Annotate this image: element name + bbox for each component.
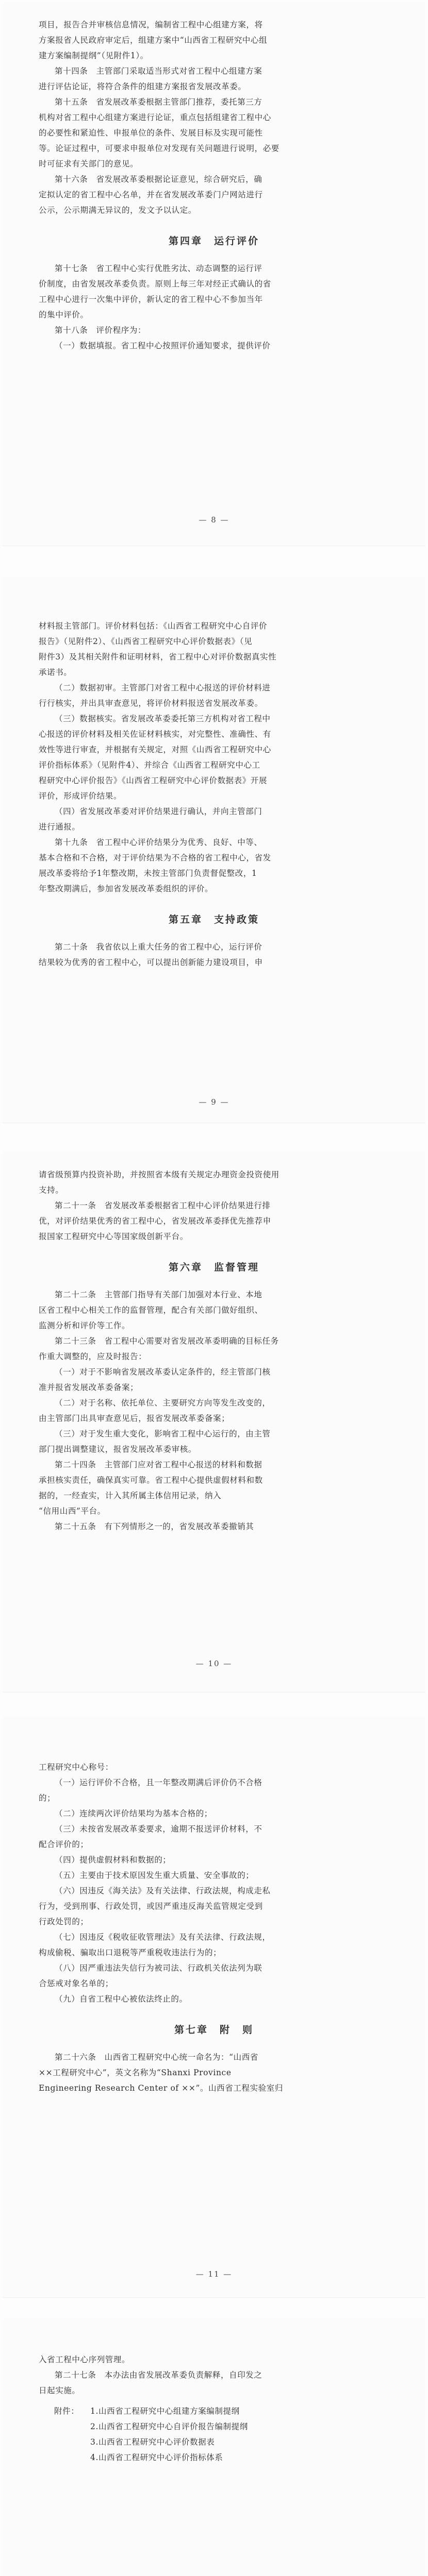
text-line: （二）对于名称、依托单位、主要研究方向等发生改变的， [55,1398,271,1408]
text-line: 工程中心进行一次集中评价，新认定的省工程中心不参加当年 [39,295,263,304]
text-line: （七）因违反《税收征收管理法》及有关法律、行政法规， [55,1933,271,1942]
text-line: 程研究中心评价报告》《山西省工程研究中心评价数据表》开展 [39,776,268,785]
text-line: （六）因违反《海关法》及有关法律、行政法规，构成走私 [55,1886,271,1895]
text-line: 请省级预算内投资补助，并按照省本级有关规定办理资金投资使用 [39,1170,279,1179]
text-line: 据的，一经查实，计入其所属主体信用记录，纳入 [39,1491,222,1500]
page-8-body [39,17,389,218]
text-line: 配合评价的； [39,1840,89,1849]
text-line: （三）数据核实。省发展改革委委托第三方机构对省工程中 [55,714,271,723]
text-line: 效性等进行审查，并根据有关规定，对照《山西省工程研究中心 [39,745,271,754]
text-line: 建方案编制提纲”（见附件1）。 [39,51,149,60]
text-line: 第二十三条 省工程中心需要对省发展改革委明确的目标任务 [55,1336,279,1346]
attachment-item [39,2419,389,2434]
text-line: 定拟认定的省工程中心名单，并在省发展改革委门户网站进行 [39,190,263,199]
attachment-item [39,2434,389,2450]
text-line: 第十四条 主管部门采取适当形式对省工程中心组建方案 [55,66,262,76]
attachment-item [39,2450,389,2465]
text-line: 进行评估论证，将符合条件的组建方案报省发展改革委。 [39,82,246,91]
chapter-heading-4: 第四章 运行评价 [168,235,259,247]
text-line: 等。论证过程中，可要求申报单位对发现有关问题进行说明，必要 [39,144,279,153]
text-line: 第二十五条 有下列情形之一的，省发展改革委撤销其 [55,1522,254,1531]
text-line: ××工程研究中心”，英文名称为“Shanxi Province [39,2068,232,2077]
text-line: 日起实施。 [39,2386,80,2395]
text-line: 行行核实，并出具审查意见，将评价材料报送省发展改革委。 [39,699,263,708]
text-line: （三）未按省发展改革委要求，逾期不报送评价材料，不 [55,1824,262,1834]
text-line: （五）主要由于技术原因发生重大质量、安全事故的； [55,1871,254,1880]
attachments-list [39,2403,389,2465]
text-line: 承担核实责任，确保真实可靠。省工程中心提供虚假材料和数 [39,1476,263,1485]
text-line: （一）数据填报。省工程中心按照评价通知要求，提供评价 [55,341,271,350]
text-line: 优，对评价结果优秀的省工程中心，省发展改革委择优先推荐申 [39,1216,271,1226]
text-line: 机构对省工程中心组建方案进行论证，重点包括组建省工程中心 [39,113,271,122]
text-line: （一）运行评价不合格，且一年整改期满后评价仍不合格 [55,1778,262,1787]
text-line: （一）对于不影响省发展改革委认定条件的，经主管部门核 [55,1367,271,1377]
text-line: 第二十条 我省依以上重大任务的省工程中心，运行评价 [55,942,262,952]
page-number: — 9 — [199,1097,229,1107]
text-line: “信用山西”平台。 [39,1506,106,1516]
text-line: 展改革委将给予1年整改期，未按主管部门负责督促整改，1 [39,869,257,878]
text-line: 工程研究中心称号： [39,1762,113,1772]
text-line: 结果较为优秀的省工程中心，可以提出创新能力建设项目，申 [39,958,263,967]
text-line: Engineering Research Center of ××”。山西省工程实验室归 [39,2083,283,2093]
text-line: （三）对于发生重大变化，影响省工程中心运行的，由主管 [55,1429,271,1438]
page-11-body [39,1759,389,2007]
text-line: （二）连续两次评价结果均为基本合格的； [55,1809,212,1818]
document-page-8 [3,3,425,546]
page-9-body-2 [39,939,389,970]
text-line: 区省工程中心相关工作的监督管理，配合有关部门做好组织、 [39,1306,263,1315]
text-line: 构成偷税、骗取出口退税等严重税收违法行为的； [39,1948,222,1957]
text-line: 公示，公示期满无异议的，发文予以认定。 [39,206,196,215]
text-line: 的必要性和紧迫性、申报单位的条件、发展目标及实现可能性 [39,128,263,138]
text-line: 第二十七条 本办法由省发展改革委负责解释，自印发之 [55,2370,262,2380]
text-line: 第十七条 省工程中心实行优胜劣汰、动态调整的运行评 [55,264,262,273]
text-line: 第十九条 省工程中心评价结果分为优秀、良好、中等、 [55,838,262,847]
text-line: 年整改期满后，参加省发展改革委组织的评价。 [39,884,213,893]
attachment-title: 4.山西省工程研究中心评价指标体系 [90,2453,223,2462]
text-line: 项目，报告合并审核信息情况，编制省工程中心组建方案，将 [39,20,263,29]
text-line: 第十六条 省发展改革委根据论证意见，综合研究后，确 [55,175,262,184]
text-line: 部门提出调整建议，报省发展改革委审核。 [39,1445,196,1454]
text-line: 承诺书。 [39,668,72,677]
text-line: 材料报主管部门。评价材料包括：《山西省工程研究中心自评价 [39,621,268,631]
text-line: 附件3）及其相关附件和证明材料，省工程中心对评价数据真实性 [39,652,277,662]
text-line: 第二十六条 山西省工程研究中心统一命名为：“山西省 [55,2053,258,2062]
text-line: 方案报省人民政府审定后，组建方案中“山西省工程研究中心组 [39,36,268,45]
text-line: （四）提供虚假材料和数据的； [55,1855,171,1865]
page-number: — 11 — [195,2269,233,2279]
page-number: — 10 — [195,1659,233,1668]
text-line: 报国家工程研究中心等国家级创新平台。 [39,1232,188,1241]
text-line: 第二十二条 主管部门指导有关部门加强对本行业、本地 [55,1290,262,1299]
text-line: 基本合格和不合格，对于评价结果为不合格的省工程中心，省发 [39,853,271,862]
text-line: （八）因严重违法失信行为被司法、行政机关依法列为联 [55,1963,262,1973]
text-line: 支持。 [39,1185,64,1195]
text-line: 行为，受到刑事、行政处罚，或因严重违反海关监管规定受到 [39,1902,263,1911]
text-line: 报告》（见附件2）、《山西省工程研究中心评价数据表》（见 [39,637,253,646]
text-line: 合惩戒对象名单的； [39,1979,113,1988]
text-line: 准并报省发展改革委备案； [39,1383,139,1392]
text-line: 评价指标体系》（见附件4）、并综合《山西省工程研究中心工 [39,760,260,770]
page-9-body [39,618,389,896]
document-page-12 [3,2318,425,2576]
text-line: 价制度，由省发展改革委负责。原则上每三年对经正式确认的省 [39,279,271,289]
text-line: 的； [39,1793,56,1803]
text-line: 评价，形成评价结果。 [39,791,122,801]
document-page-10 [3,1151,425,1692]
text-line: 第二十四条 主管部门应对省工程中心报送的材料和数据 [55,1460,262,1469]
attachment-item [39,2403,389,2419]
attachment-title: 3.山西省工程研究中心评价数据表 [90,2437,215,2447]
attachment-title: 1.山西省工程研究中心组建方案编制提纲 [90,2406,240,2416]
text-line: 第十五条 省发展改革委根据主管部门推荐，委托第三方 [55,97,262,107]
chapter-heading-7: 第七章 附 则 [174,2024,254,2036]
page-10-body-2 [39,1287,389,1534]
text-line: 心报送的评价材料及相关佐证材料核实，对完整性、准确性、有 [39,730,271,739]
page-8-body-2 [39,261,389,353]
text-line: 第二十一条 省发展改革委根据省工程中心评价结果进行排 [55,1201,271,1210]
text-line: （二）数据初审。主管部门对省工程中心报送的评价材料进 [55,683,271,692]
chapter-heading-5: 第五章 支持政策 [168,914,259,925]
page-11-body-2 [39,2049,389,2096]
text-line: 第十八条 评价程序为： [55,326,146,335]
document-page-11 [3,1716,425,2298]
chapter-heading-6: 第六章 监督管理 [168,1262,259,1273]
attachment-title: 2.山西省工程研究中心自评价报告编制提纲 [90,2422,248,2431]
text-line: （九）自省工程中心被依法终止的。 [55,1994,188,2004]
page-number: — 8 — [199,515,229,524]
text-line: 作重大调整的，应及时报告： [39,1352,147,1361]
text-line: （四）省发展改革委对评价结果进行确认，并向主管部门 [55,807,262,816]
text-line: 的集中评价。 [39,310,89,319]
text-line: 由主管部门出具审查意见后，报省发展改革委备案； [39,1414,230,1423]
attachments-label: 附件： [54,2406,79,2416]
text-line: 入省工程中心序列管理。 [39,2355,130,2364]
text-line: 进行通报。 [39,822,80,832]
document-page-9 [3,577,425,1123]
page-12-body [39,2352,389,2398]
text-line: 时可征求有关部门的意见。 [39,159,139,168]
page-10-body [39,1167,389,1244]
text-line: 行政处罚的； [39,1917,89,1926]
text-line: 监测分析和评价等工作。 [39,1321,130,1330]
